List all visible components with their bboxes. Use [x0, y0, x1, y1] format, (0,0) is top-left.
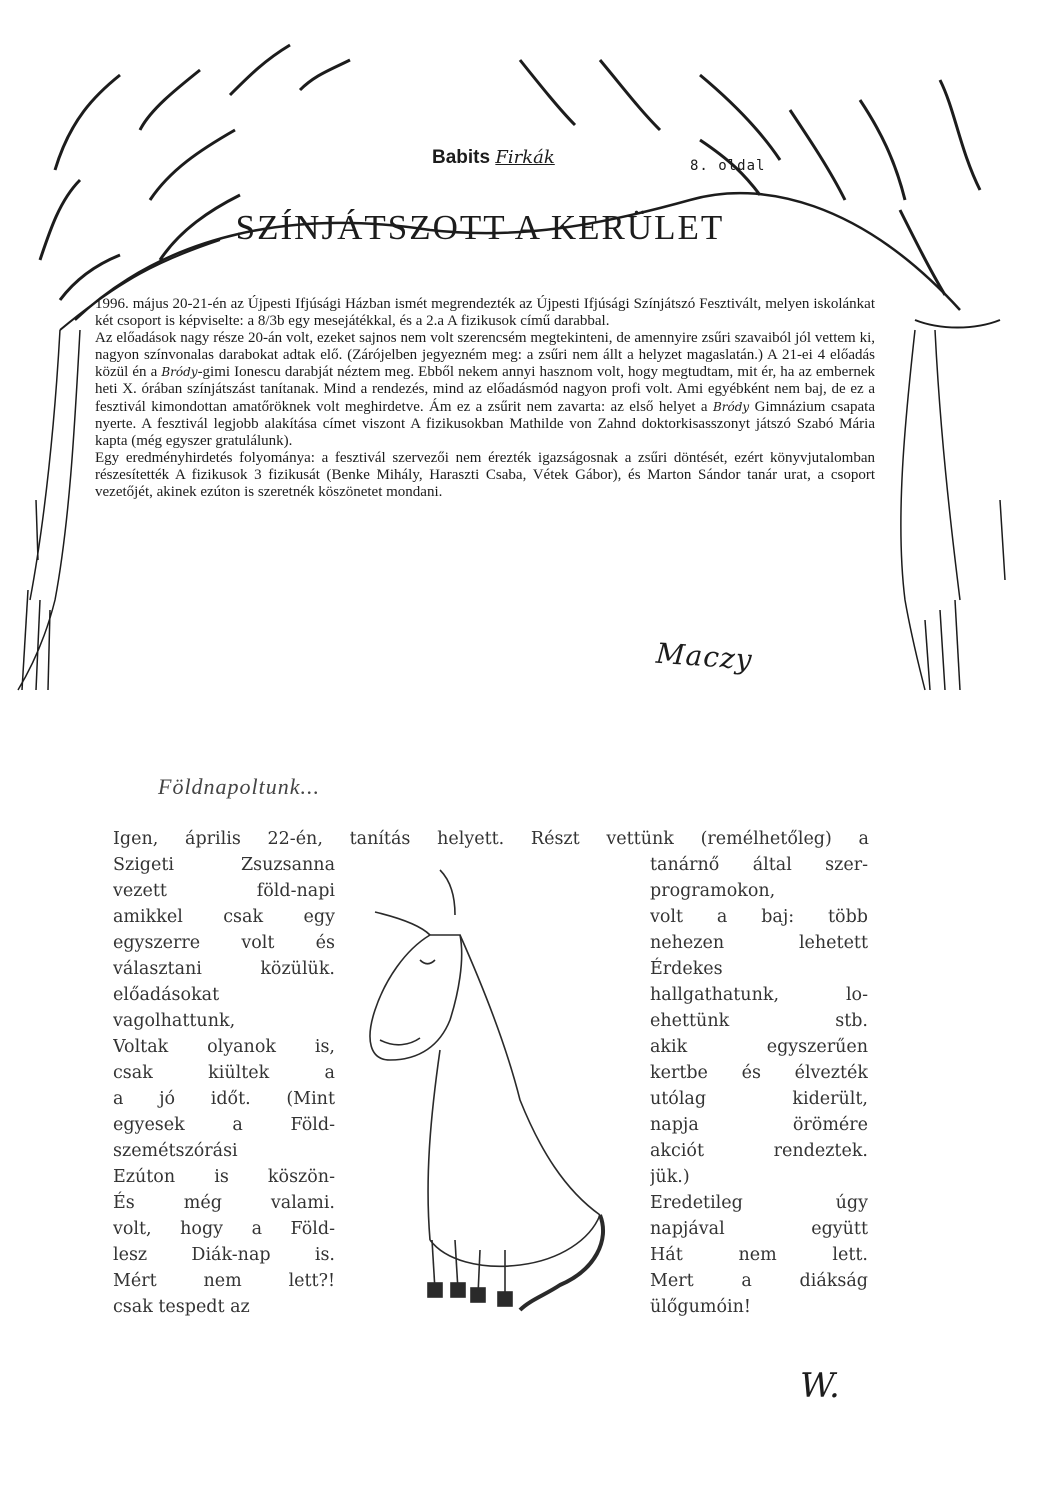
column-line: csak kiültek a	[113, 1063, 335, 1083]
column-line: ülőgumóin!	[650, 1297, 751, 1317]
masthead	[432, 147, 555, 169]
column-line: Hát nem lett.	[650, 1245, 868, 1265]
column-line: volt, hogy a Föld-	[113, 1219, 335, 1239]
article-paragraph	[95, 450, 875, 501]
column-line: amikkel csak egy	[113, 907, 335, 927]
column-line: szemétszórási	[113, 1141, 238, 1161]
article-text: Egy eredményhirdetés folyománya: a fesztivál szervezői nem érezték igazságosnak a zsűri döntését, ezért könyvjutalomban részesítették A fizikusok 3 fizikusát (Benke Mihály, Haraszti Csaba, Vétek Gábor), és Marton Sándor tanár urat, a csoport vezetőjét, akinek ezúton is szeretnék köszönetet mondani.	[95, 449, 875, 501]
handwritten-school-name: Bródy	[712, 399, 750, 414]
column-line: volt a baj: több	[650, 907, 868, 927]
column-line: Érdekes	[650, 959, 723, 979]
column-line: programokon,	[650, 881, 776, 901]
handwritten-school-name: Bródy	[161, 365, 198, 380]
section-title: Földnapoltunk...	[158, 774, 321, 799]
article-text: -gimi Ionescu darabját néztem meg. Ebből nekem annyi hasznom volt, hogy megtudtam, mit ér, ha az embernek heti X. órában színjátszást tanítanak. Mind a rendezés, mind az előadásmód nagyon profi volt. Ami egyébként nem baj, de ez a fesztivál kimondottan amatőröknek volt meghirdetve. Ám ez a zsűrit nem zavarta: az első helyet a	[95, 364, 875, 415]
horse-ear-right	[440, 870, 455, 915]
column-line: lesz Diák-nap is.	[113, 1245, 335, 1265]
article-text: 1996. május 20-21-én az Újpesti Ifjúsági Házban ismét megrendezték az Újpesti Ifjúsági Színjátszó Fesztivált, melyen iskolánkat két csoport is képviselte: a 8/3b egy mesejátékkal, és a 2.a A fizikusok című darabbal.	[95, 296, 875, 330]
column-line: kertbe és élvezték	[650, 1063, 868, 1083]
column-line: Mért nem lett?!	[113, 1271, 335, 1291]
column-line: vezett föld-napi	[113, 881, 335, 901]
column-line: akciót rendeztek.	[650, 1141, 868, 1161]
column-line: Szigeti Zsuzsanna	[113, 855, 335, 875]
column-line: És még valami.	[113, 1193, 335, 1213]
column-line: hallgathatunk, lo-	[650, 985, 868, 1005]
column-line: Mert a diákság	[650, 1271, 868, 1291]
column-line: egyesek a Föld-	[113, 1115, 335, 1135]
column-line: Eredetileg úgy	[650, 1193, 868, 1213]
column-line: jük.)	[650, 1167, 690, 1187]
column-line: választani közülük.	[113, 959, 335, 979]
column-line: napja örömére	[650, 1115, 868, 1135]
author-signature-2: W.	[800, 1366, 840, 1406]
right-text-column	[650, 852, 868, 1320]
column-line: tanárnő által szer-	[650, 855, 868, 875]
column-line: egyszerre volt és	[113, 933, 335, 953]
column-line: Voltak olyanok is,	[113, 1037, 335, 1057]
article-title: SZÍNJÁTSZOTT A KERÜLET	[235, 208, 725, 247]
intro-line: Igen, április 22-én, tanítás helyett. Részt vettünk (remélhetőleg) a	[113, 829, 869, 849]
author-signature: Maczy	[654, 636, 754, 677]
horse-hoof-1	[428, 1283, 442, 1297]
column-line: a jó időt. (Mint	[113, 1089, 335, 1109]
column-line: utólag kiderült,	[650, 1089, 868, 1109]
horse-neck-front	[428, 1050, 440, 1240]
horse-hoof-4	[498, 1292, 512, 1306]
article-text: Az előadások nagy része 20-án volt, ezeket sajnos nem volt szerencsém megtekinteni, de amennyire zsűri szavaiból jól vettem ki, nagyon színvonalas darabokat adtak elő. (Zárójelben jegyezném meg: a zsűri nem állt a helyzet magaslatán.) A 21-ei 4 előadás közül én a	[95, 330, 875, 381]
horse-hoof-2	[451, 1283, 465, 1297]
column-line: akik egyszerűen	[650, 1037, 868, 1057]
column-line: előadásokat	[113, 985, 220, 1005]
column-line: ehettünk stb.	[650, 1011, 868, 1031]
horse-mane	[460, 935, 600, 1215]
paper-name: Babits	[432, 147, 491, 168]
article-text: Gimnázium csapata nyerte. A fesztivál legjobb alakítása címet viszont A fizikusokban Mathilde von Zahnd doktorkisasszonyt játszó Szabó Mária kapta (még egyszer gratulálunk).	[95, 398, 875, 449]
horse-hoof-3	[471, 1288, 485, 1302]
horse-mouth	[380, 1038, 420, 1045]
page-label: 8. oldal	[690, 158, 766, 174]
left-text-column	[113, 852, 335, 1320]
article-paragraph	[95, 330, 875, 450]
article-paragraph	[95, 296, 875, 330]
column-line: vagolhattunk,	[113, 1011, 236, 1031]
horse-ear-left	[375, 912, 430, 935]
column-line: csak tespedt az	[113, 1297, 250, 1317]
column-line: nehezen lehetett	[650, 933, 868, 953]
column-line: Ezúton is köszön-	[113, 1167, 335, 1187]
paper-name-script: Firkák	[495, 147, 555, 168]
article-body	[95, 296, 875, 501]
column-line: napjával együtt	[650, 1219, 868, 1239]
horse-eye	[420, 960, 435, 964]
